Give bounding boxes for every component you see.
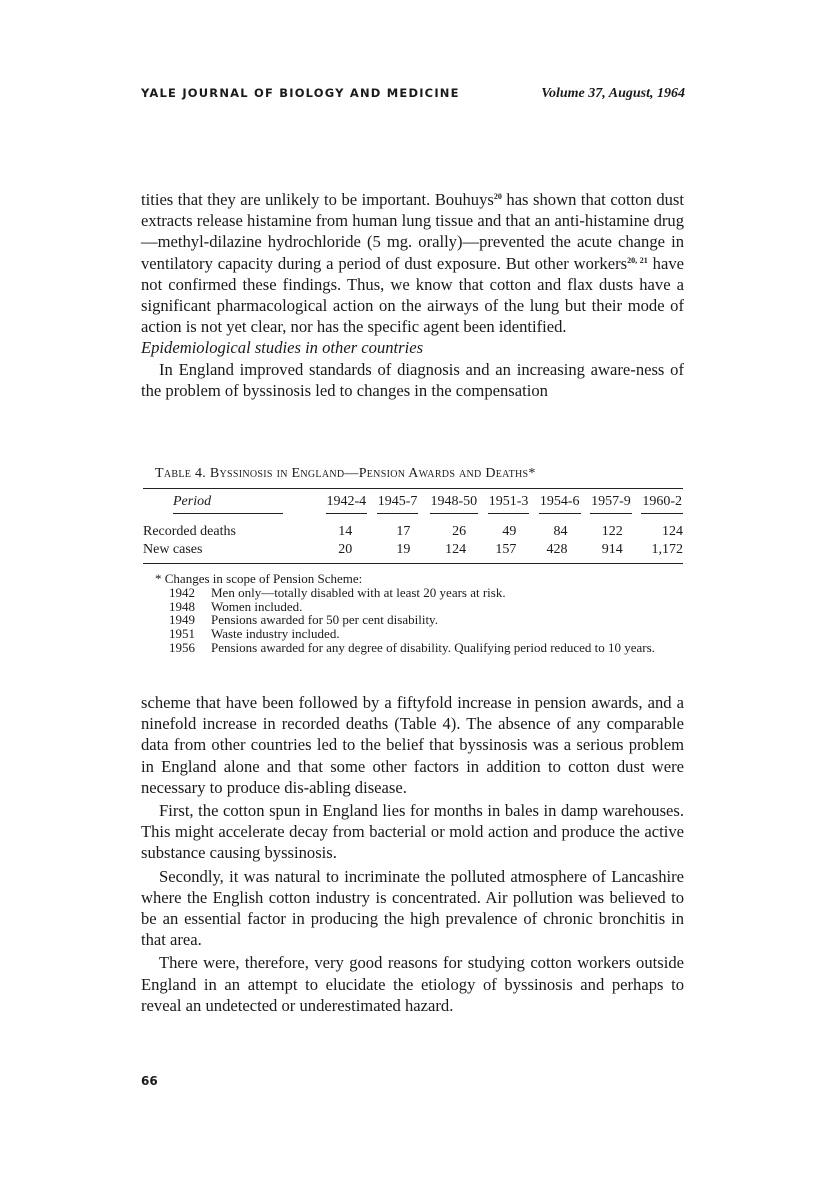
reference-marker: 20 xyxy=(493,192,502,201)
footnote-title: * Changes in scope of Pension Scheme: xyxy=(155,571,363,586)
table-cell: 20 xyxy=(338,542,353,557)
table-cell: 26 xyxy=(452,524,467,539)
table-header-row xyxy=(143,489,683,519)
period-col: 1957-9 xyxy=(581,489,632,519)
period-header: Period xyxy=(143,489,316,519)
lower-text-block xyxy=(141,692,684,1016)
paragraph-5: Secondly, it was natural to incriminate the polluted atmosphere of Lancashire where the English cotton industry is concentrated. Air pollution was believed to be an essential factor in producing the high prevalence of chronic bronchitis in that area. xyxy=(141,866,684,950)
footnote-item: 1956 Pensions awarded for any degree of disability. Qualifying period reduced to 10 years. xyxy=(169,639,655,655)
table-footnotes xyxy=(155,572,685,655)
paragraph-4: First, the cotton spun in England lies for months in bales in damp warehouses. This might accelerate decay from bacterial or mold action and produce the active substance causing byssinosis. xyxy=(141,801,684,863)
period-col: 1945-7 xyxy=(367,489,418,519)
table-cell: 914 xyxy=(601,542,623,557)
period-col: 1960-2 xyxy=(632,489,683,519)
table-cell: 1,172 xyxy=(651,542,683,557)
journal-title: YALE JOURNAL OF BIOLOGY AND MEDICINE xyxy=(141,86,460,100)
period-col: 1954-6 xyxy=(529,489,580,519)
table-cell: 124 xyxy=(445,542,467,557)
table-cell: 19 xyxy=(396,542,411,557)
period-col: 1942-4 xyxy=(316,489,367,519)
table-row xyxy=(143,519,683,541)
row-label: New cases xyxy=(143,542,203,557)
period-col: 1951-3 xyxy=(478,489,529,519)
period-col: 1948-50 xyxy=(418,489,478,519)
footnote-item: 1949 Pensions awarded for 50 per cent disability. xyxy=(169,612,438,628)
footnote-item: 1951 Waste industry included. xyxy=(169,626,340,642)
section-heading: Epidemiological studies in other countries xyxy=(141,338,424,358)
paragraph-3: scheme that have been followed by a fiftyfold increase in pension awards, and a ninefold increase in recorded deaths (Table 4). The absence of any comparable data from other countries led to the belief that byssinosis was a serious problem in England alone and that some other factors in addition to cotton dust were necessary to produce dis-abling disease. xyxy=(141,693,684,797)
running-head xyxy=(141,86,685,102)
table-cell: 49 xyxy=(502,524,517,539)
table-cell: 428 xyxy=(546,542,568,557)
table-cell: 157 xyxy=(495,542,517,557)
paragraph-1: tities that they are unlikely to be important. Bouhuys$^{20}$ has shown that cotton dust extracts release histamine from human lung tissue and that an anti-histamine drug—methyl-dilazine hydrochloride (5 mg. orally)—prevented the acute change in ventilatory capacity during a period of dust exposure. But other workers$^{20, 21}$ have not confirmed these findings. Thus, we know that cotton and flax dusts have a significant pharmacological action on the airways of the lung but their mode of action is not yet clear, nor has the specific agent been identified. xyxy=(141,190,684,337)
table-cell: 124 xyxy=(662,524,683,539)
row-label: Recorded deaths xyxy=(143,524,236,539)
table-caption: Table 4. Byssinosis in England—Pension Awards and Deaths* xyxy=(155,466,536,481)
page-number: 66 xyxy=(141,1074,158,1088)
issue-info: Volume 37, August, 1964 xyxy=(541,86,685,101)
table-cell: 84 xyxy=(553,524,568,539)
footnote-item: 1942 Men only—totally disabled with at least 20 years at risk. xyxy=(169,584,506,600)
reference-marker: 20, 21 xyxy=(627,255,648,265)
table-cell: 122 xyxy=(601,524,623,539)
footnote-item: 1948 Women included. xyxy=(169,598,303,614)
table-cell: 14 xyxy=(338,524,353,539)
paragraph-6: There were, therefore, very good reasons for studying cotton workers outside England in an attempt to elucidate the etiology of byssinosis and perhaps to reveal an undetected or underestimated hazard. xyxy=(141,953,684,1015)
paragraph-2: In England improved standards of diagnosis and an increasing aware-ness of the problem of byssinosis led to changes in the compensation xyxy=(141,359,684,400)
table-4 xyxy=(143,488,683,564)
table-cell: 17 xyxy=(396,524,411,539)
upper-text-block xyxy=(141,189,684,401)
table-row xyxy=(143,541,683,563)
